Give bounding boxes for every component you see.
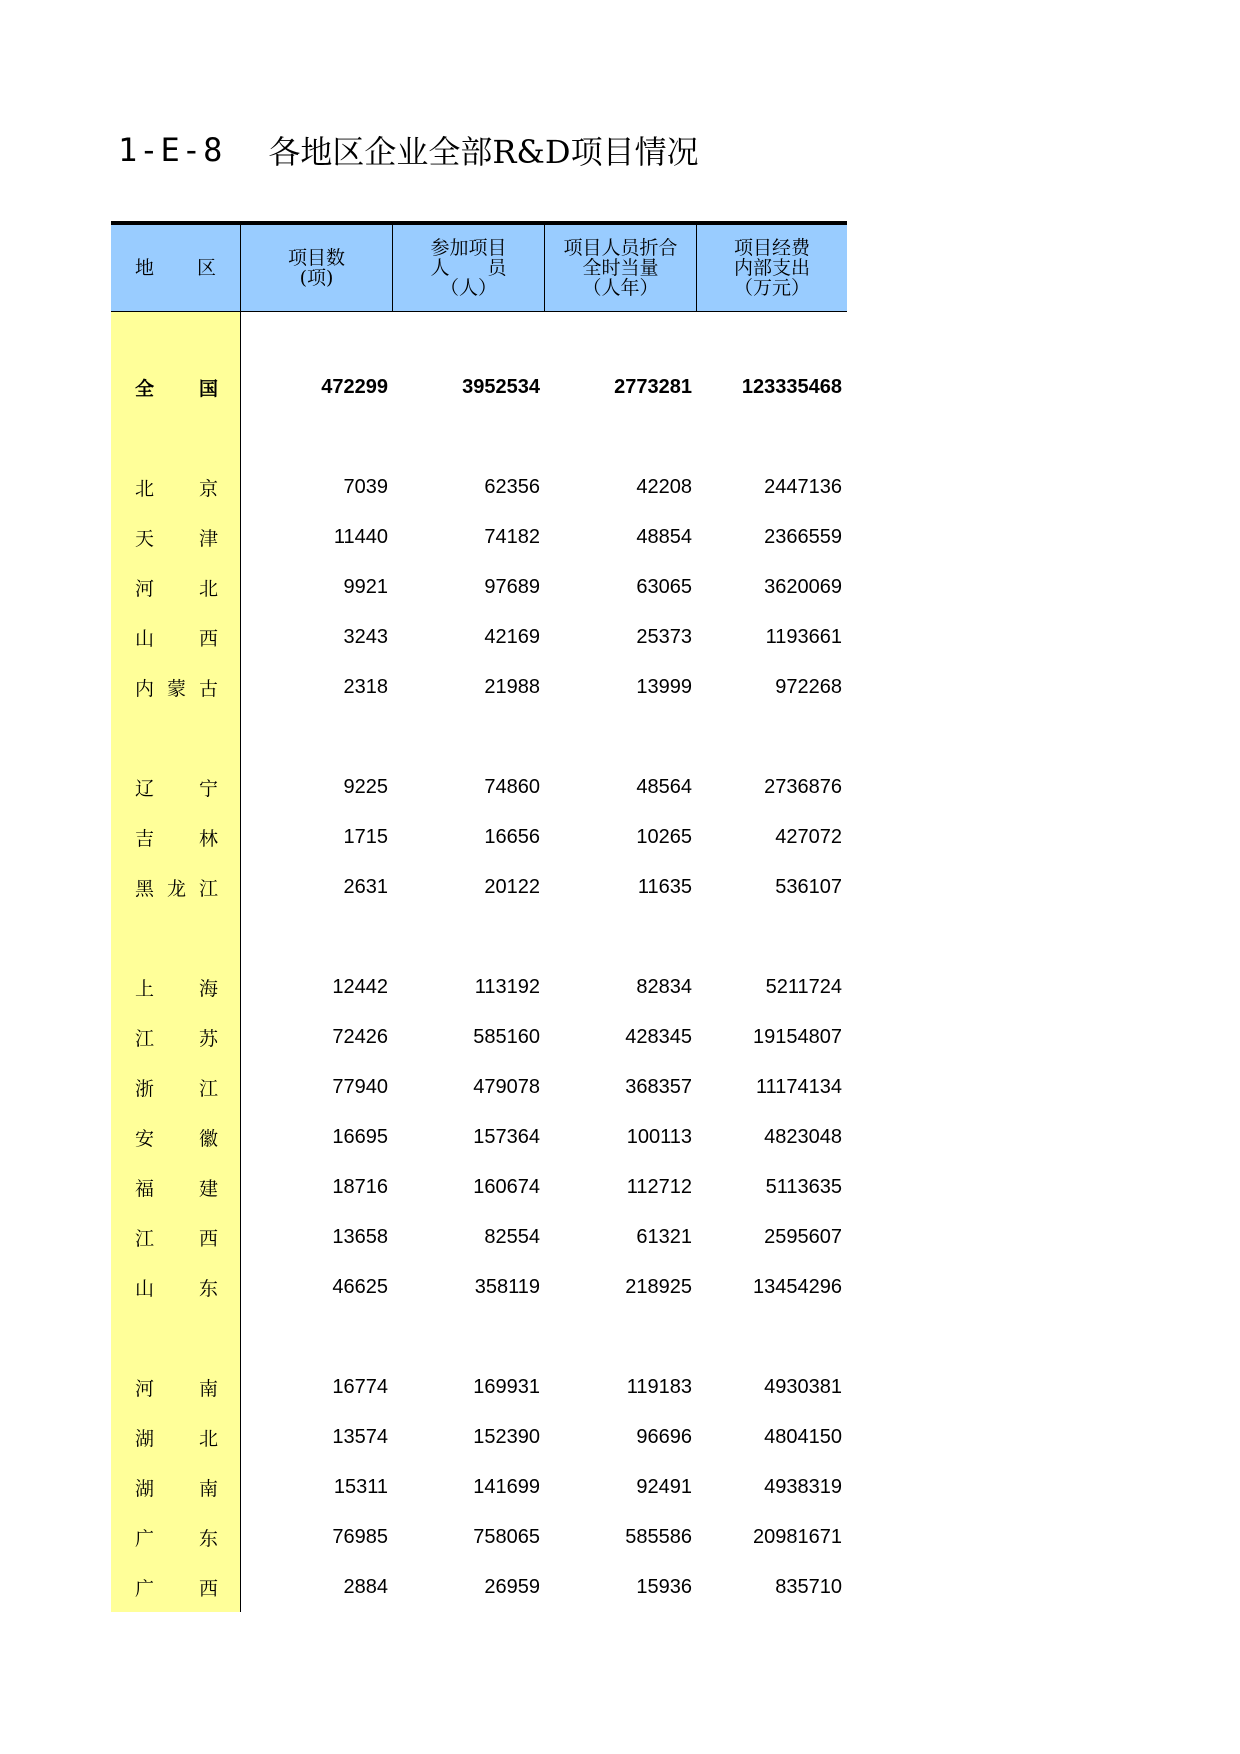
participants-cell: 42169 bbox=[484, 625, 540, 648]
region-char: 苏 bbox=[198, 1027, 218, 1050]
region-char: 全 bbox=[135, 377, 155, 400]
project-count-cell: 472299 bbox=[321, 375, 388, 398]
table-row bbox=[111, 562, 847, 612]
region-char: 山 bbox=[135, 1277, 155, 1300]
participants-cell: 160674 bbox=[473, 1175, 540, 1198]
fte-cell: 585586 bbox=[625, 1525, 692, 1548]
region-char: 河 bbox=[135, 577, 155, 600]
region-name bbox=[111, 1162, 241, 1212]
region-cell-empty bbox=[111, 412, 241, 462]
fte-cell: 13999 bbox=[636, 675, 692, 698]
table-row bbox=[111, 1162, 847, 1212]
region-name bbox=[111, 1562, 241, 1612]
participants-cell: 169931 bbox=[473, 1375, 540, 1398]
region-char: 京 bbox=[198, 477, 218, 500]
fte-cell: 42208 bbox=[636, 475, 692, 498]
participants-cell: 157364 bbox=[473, 1125, 540, 1148]
region-char: 龙 bbox=[166, 877, 186, 900]
table-row bbox=[111, 662, 847, 712]
participants-cell: 62356 bbox=[484, 475, 540, 498]
expenditure-cell: 4930381 bbox=[764, 1375, 842, 1398]
project-count-cell: 72426 bbox=[332, 1025, 388, 1048]
region-char: 蒙 bbox=[166, 677, 186, 700]
region-name bbox=[111, 1412, 241, 1462]
region-name bbox=[111, 612, 241, 662]
project-count-cell: 7039 bbox=[343, 475, 388, 498]
table-row bbox=[111, 512, 847, 562]
participants-cell: 152390 bbox=[473, 1425, 540, 1448]
table-title: 各地区企业全部R&D项目情况 bbox=[268, 133, 699, 171]
region-char: 东 bbox=[198, 1527, 218, 1550]
region-char: 北 bbox=[198, 577, 218, 600]
expenditure-cell: 4823048 bbox=[764, 1125, 842, 1148]
spacer-row bbox=[111, 412, 847, 462]
region-char: 东 bbox=[198, 1277, 218, 1300]
table-row bbox=[111, 1512, 847, 1562]
participants-cell: 20122 bbox=[484, 875, 540, 898]
region-char: 山 bbox=[135, 627, 155, 650]
fte-cell: 112712 bbox=[626, 1175, 692, 1198]
region-char: 北 bbox=[135, 477, 155, 500]
region-char: 江 bbox=[135, 1227, 155, 1250]
expenditure-cell: 2595607 bbox=[764, 1225, 842, 1248]
region-char: 江 bbox=[135, 1027, 155, 1050]
header-fte: 项目人员折合 全时当量 （人年） bbox=[545, 225, 697, 311]
table-row bbox=[111, 1562, 847, 1612]
total-row bbox=[111, 362, 847, 412]
region-char: 西 bbox=[198, 1227, 218, 1250]
project-count-cell: 2631 bbox=[343, 875, 388, 898]
region-cell-empty bbox=[111, 912, 241, 962]
project-count-cell: 9225 bbox=[343, 775, 388, 798]
region-char: 津 bbox=[198, 527, 218, 550]
expenditure-cell: 4938319 bbox=[764, 1475, 842, 1498]
region-char: 黑 bbox=[135, 877, 155, 900]
region-char: 广 bbox=[135, 1527, 155, 1550]
fte-cell: 48564 bbox=[636, 775, 692, 798]
region-name bbox=[111, 1462, 241, 1512]
expenditure-cell: 536107 bbox=[775, 875, 842, 898]
region-char: 湖 bbox=[135, 1477, 155, 1500]
region-name bbox=[111, 1112, 241, 1162]
participants-cell: 358119 bbox=[474, 1275, 540, 1298]
expenditure-cell: 11174134 bbox=[755, 1075, 842, 1098]
fte-cell: 82834 bbox=[636, 975, 692, 998]
region-char: 广 bbox=[135, 1577, 155, 1600]
expenditure-cell: 427072 bbox=[775, 825, 842, 848]
fte-cell: 63065 bbox=[636, 575, 692, 598]
expenditure-cell: 835710 bbox=[775, 1575, 842, 1598]
project-count-cell: 3243 bbox=[343, 625, 388, 648]
region-char: 建 bbox=[198, 1177, 218, 1200]
participants-cell: 141699 bbox=[473, 1475, 540, 1498]
region-name bbox=[111, 862, 241, 912]
project-count-cell: 13574 bbox=[332, 1425, 388, 1448]
table-row bbox=[111, 612, 847, 662]
table-row bbox=[111, 462, 847, 512]
region-char: 西 bbox=[198, 627, 218, 650]
header-participants: 参加项目 人 员 （人） bbox=[393, 225, 545, 311]
project-count-cell: 2318 bbox=[343, 675, 388, 698]
spacer-row bbox=[111, 712, 847, 762]
region-char: 湖 bbox=[135, 1427, 155, 1450]
table-row bbox=[111, 1112, 847, 1162]
spacer-row bbox=[111, 312, 847, 362]
region-name bbox=[111, 1512, 241, 1562]
fte-cell: 61321 bbox=[636, 1225, 692, 1248]
region-name bbox=[111, 962, 241, 1012]
region-char: 古 bbox=[198, 677, 218, 700]
participants-cell: 74860 bbox=[484, 775, 540, 798]
region-char: 辽 bbox=[135, 777, 155, 800]
region-char: 江 bbox=[198, 877, 218, 900]
region-name bbox=[111, 662, 241, 712]
expenditure-cell: 972268 bbox=[775, 675, 842, 698]
project-count-cell: 15311 bbox=[333, 1475, 388, 1498]
participants-cell: 82554 bbox=[484, 1225, 540, 1248]
fte-cell: 92491 bbox=[636, 1475, 692, 1498]
fte-cell: 100113 bbox=[626, 1125, 692, 1148]
region-name bbox=[111, 462, 241, 512]
project-count-cell: 16695 bbox=[332, 1125, 388, 1148]
fte-cell: 119183 bbox=[626, 1375, 692, 1398]
region-char: 南 bbox=[198, 1377, 218, 1400]
fte-cell: 2773281 bbox=[614, 375, 692, 398]
region-char: 海 bbox=[198, 977, 218, 1000]
region-cell-empty bbox=[111, 1312, 241, 1362]
region-char: 北 bbox=[198, 1427, 218, 1450]
project-count-cell: 46625 bbox=[332, 1275, 388, 1298]
project-count-cell: 16774 bbox=[332, 1375, 388, 1398]
participants-cell: 97689 bbox=[484, 575, 540, 598]
table-row bbox=[111, 1012, 847, 1062]
fte-cell: 15936 bbox=[636, 1575, 692, 1598]
fte-cell: 96696 bbox=[636, 1425, 692, 1448]
region-cell-empty bbox=[111, 712, 241, 762]
region-char: 天 bbox=[135, 527, 155, 550]
table-code: 1-E-8 bbox=[118, 131, 225, 169]
region-name bbox=[111, 1362, 241, 1412]
region-char: 南 bbox=[198, 1477, 218, 1500]
region-name bbox=[111, 812, 241, 862]
region-char: 宁 bbox=[198, 777, 218, 800]
table-row bbox=[111, 762, 847, 812]
region-char: 安 bbox=[135, 1127, 155, 1150]
project-count-cell: 2884 bbox=[343, 1575, 388, 1598]
region-char: 上 bbox=[135, 977, 155, 1000]
region-name bbox=[111, 562, 241, 612]
region-cell-empty bbox=[111, 312, 241, 362]
project-count-cell: 13658 bbox=[332, 1225, 388, 1248]
region-name bbox=[111, 512, 241, 562]
project-count-cell: 12442 bbox=[332, 975, 388, 998]
expenditure-cell: 5211724 bbox=[765, 975, 842, 998]
table-row bbox=[111, 862, 847, 912]
data-table bbox=[111, 221, 847, 1612]
expenditure-cell: 123335468 bbox=[741, 375, 842, 398]
region-char: 河 bbox=[135, 1377, 155, 1400]
fte-cell: 428345 bbox=[625, 1025, 692, 1048]
page-title bbox=[118, 124, 699, 176]
fte-cell: 11635 bbox=[637, 875, 692, 898]
participants-cell: 26959 bbox=[484, 1575, 540, 1598]
expenditure-cell: 1193661 bbox=[765, 625, 842, 648]
region-char: 徽 bbox=[198, 1127, 218, 1150]
region-char: 浙 bbox=[135, 1077, 155, 1100]
expenditure-cell: 2447136 bbox=[764, 475, 842, 498]
table-header bbox=[111, 225, 847, 312]
header-project-count: 项目数 (项) bbox=[241, 225, 393, 311]
region-char: 内 bbox=[135, 677, 155, 700]
region-char: 国 bbox=[198, 377, 218, 400]
region-name bbox=[111, 1012, 241, 1062]
table-row bbox=[111, 1062, 847, 1112]
header-expenditure: 项目经费 内部支出 （万元） bbox=[733, 237, 810, 299]
region-char: 江 bbox=[198, 1077, 218, 1100]
project-count-cell: 9921 bbox=[343, 575, 388, 598]
project-count-cell: 18716 bbox=[332, 1175, 388, 1198]
region-char: 福 bbox=[135, 1177, 155, 1200]
expenditure-cell: 13454296 bbox=[753, 1275, 842, 1298]
expenditure-cell: 20981671 bbox=[753, 1525, 842, 1548]
region-name bbox=[111, 1262, 241, 1312]
fte-cell: 48854 bbox=[636, 525, 692, 548]
participants-cell: 16656 bbox=[484, 825, 540, 848]
table-body bbox=[111, 312, 847, 1612]
fte-cell: 368357 bbox=[625, 1075, 692, 1098]
fte-cell: 10265 bbox=[636, 825, 692, 848]
participants-cell: 113192 bbox=[474, 975, 540, 998]
expenditure-cell: 4804150 bbox=[764, 1425, 842, 1448]
region-name bbox=[111, 1062, 241, 1112]
participants-cell: 3952534 bbox=[462, 375, 540, 398]
expenditure-cell: 5113635 bbox=[765, 1175, 842, 1198]
expenditure-cell: 19154807 bbox=[753, 1025, 842, 1048]
fte-cell: 218925 bbox=[625, 1275, 692, 1298]
table-row bbox=[111, 1462, 847, 1512]
table-row bbox=[111, 962, 847, 1012]
table-row bbox=[111, 1412, 847, 1462]
spacer-row bbox=[111, 912, 847, 962]
region-name bbox=[111, 762, 241, 812]
region-name bbox=[111, 362, 241, 412]
table-row bbox=[111, 1212, 847, 1262]
participants-cell: 585160 bbox=[473, 1025, 540, 1048]
project-count-cell: 76985 bbox=[332, 1525, 388, 1548]
table-row bbox=[111, 1262, 847, 1312]
spacer-row bbox=[111, 1312, 847, 1362]
region-char: 吉 bbox=[135, 827, 155, 850]
region-char: 林 bbox=[198, 827, 218, 850]
project-count-cell: 11440 bbox=[333, 525, 388, 548]
table-row bbox=[111, 812, 847, 862]
expenditure-cell: 3620069 bbox=[764, 575, 842, 598]
project-count-cell: 77940 bbox=[332, 1075, 388, 1098]
participants-cell: 758065 bbox=[473, 1525, 540, 1548]
participants-cell: 74182 bbox=[484, 525, 540, 548]
region-char: 西 bbox=[198, 1577, 218, 1600]
project-count-cell: 1715 bbox=[343, 825, 388, 848]
header-region: 地 区 bbox=[111, 225, 241, 311]
participants-cell: 479078 bbox=[473, 1075, 540, 1098]
expenditure-cell: 2736876 bbox=[764, 775, 842, 798]
region-name bbox=[111, 1212, 241, 1262]
table-row bbox=[111, 1362, 847, 1412]
fte-cell: 25373 bbox=[636, 625, 692, 648]
expenditure-cell: 2366559 bbox=[764, 525, 842, 548]
participants-cell: 21988 bbox=[484, 675, 540, 698]
